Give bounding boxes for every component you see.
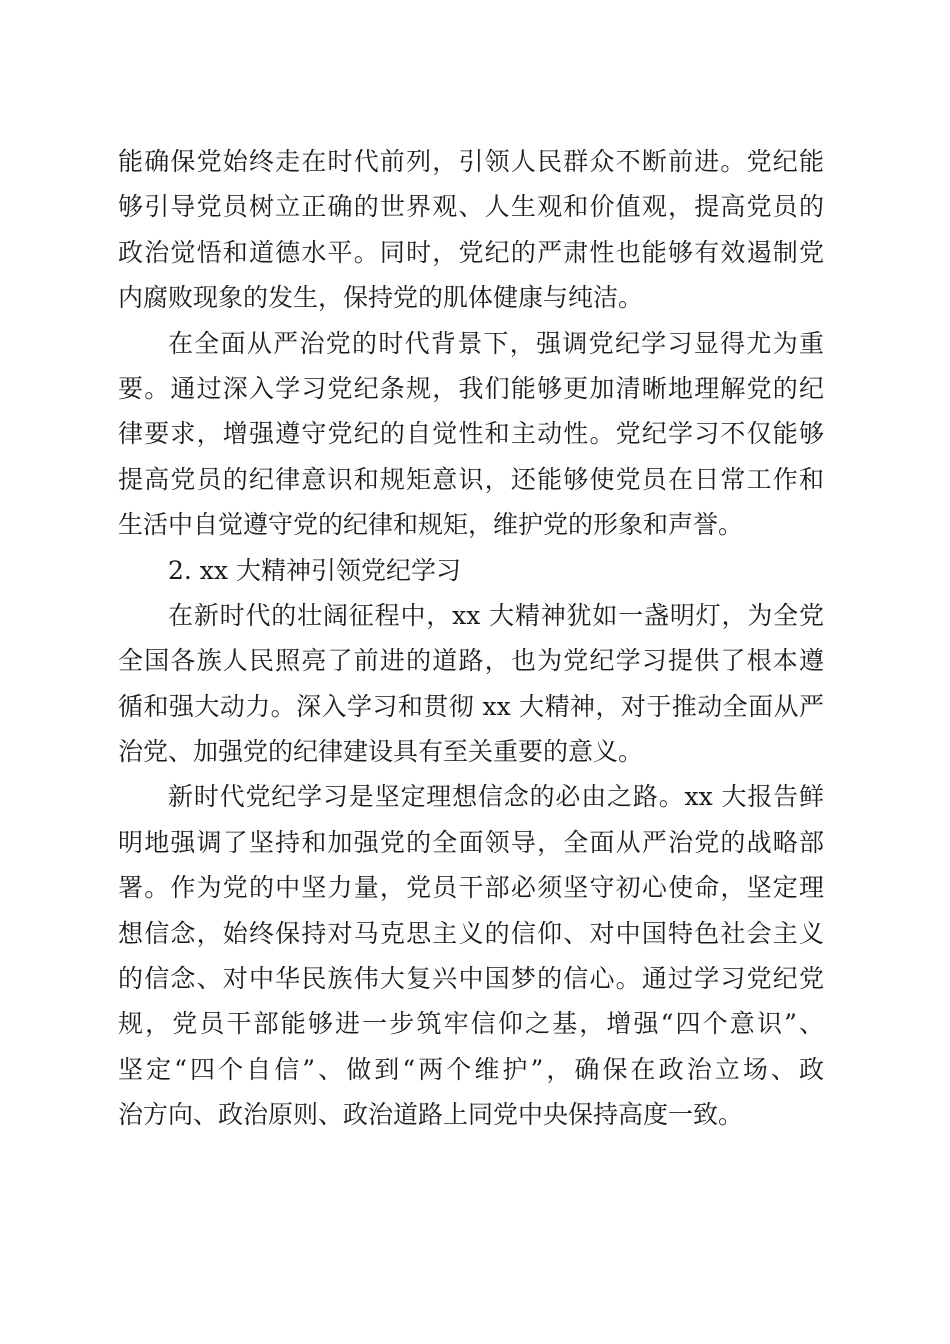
text-line: 循和强大动力。深入学习和贯彻 xx 大精神，对于推动全面从严	[118, 691, 824, 721]
text-line: 署。作为党的中坚力量，党员干部必须坚守初心使命，坚定理	[118, 873, 824, 903]
text-line: 政治觉悟和道德水平。同时，党纪的严肃性也能够有效遏制党	[118, 237, 824, 267]
text-line: 新时代党纪学习是坚定理想信念的必由之路。xx 大报告鲜	[168, 782, 824, 812]
text-line: 内腐败现象的发生，保持党的肌体健康与纯洁。	[118, 283, 644, 313]
text-line: 够引导党员树立正确的世界观、人生观和价值观，提高党员的	[118, 192, 824, 222]
text-line: 想信念，始终保持对马克思主义的信仰、对中国特色社会主义	[118, 918, 824, 948]
paragraph-3	[118, 593, 824, 775]
text-line: 律要求，增强遵守党纪的自觉性和主动性。党纪学习不仅能够	[118, 419, 824, 449]
section-heading: 2. xx 大精神引领党纪学习	[168, 555, 461, 585]
document-body	[118, 139, 824, 1138]
paragraph-4	[118, 774, 824, 1137]
paragraph-2	[118, 321, 824, 548]
text-line: 在新时代的壮阔征程中，xx 大精神犹如一盏明灯，为全党	[168, 600, 824, 630]
text-line: 明地强调了坚持和加强党的全面领导，全面从严治党的战略部	[118, 827, 824, 857]
text-line: 规，党员干部能够进一步筑牢信仰之基，增强“四个意识”、	[118, 1009, 824, 1039]
text-line: 能确保党始终走在时代前列，引领人民群众不断前进。党纪能	[118, 147, 824, 176]
text-line: 全国各族人民照亮了前进的道路，也为党纪学习提供了根本遵	[118, 646, 824, 676]
text-line: 提高党员的纪律意识和规矩意识，还能够使党员在日常工作和	[118, 464, 824, 494]
text-line: 治方向、政治原则、政治道路上同党中央保持高度一致。	[118, 1100, 744, 1130]
text-line: 在全面从严治党的时代背景下，强调党纪学习显得尤为重	[168, 328, 824, 358]
text-line: 生活中自觉遵守党的纪律和规矩，维护党的形象和声誉。	[118, 510, 744, 540]
paragraph-1	[118, 139, 824, 321]
text-line: 要。通过深入学习党纪条规，我们能够更加清晰地理解党的纪	[118, 373, 824, 403]
text-line: 坚定“四个自信”、做到“两个维护”，确保在政治立场、政	[118, 1054, 824, 1084]
text-line: 的信念、对中华民族伟大复兴中国梦的信心。通过学习党纪党	[118, 964, 824, 994]
text-line: 治党、加强党的纪律建设具有至关重要的意义。	[118, 737, 644, 767]
